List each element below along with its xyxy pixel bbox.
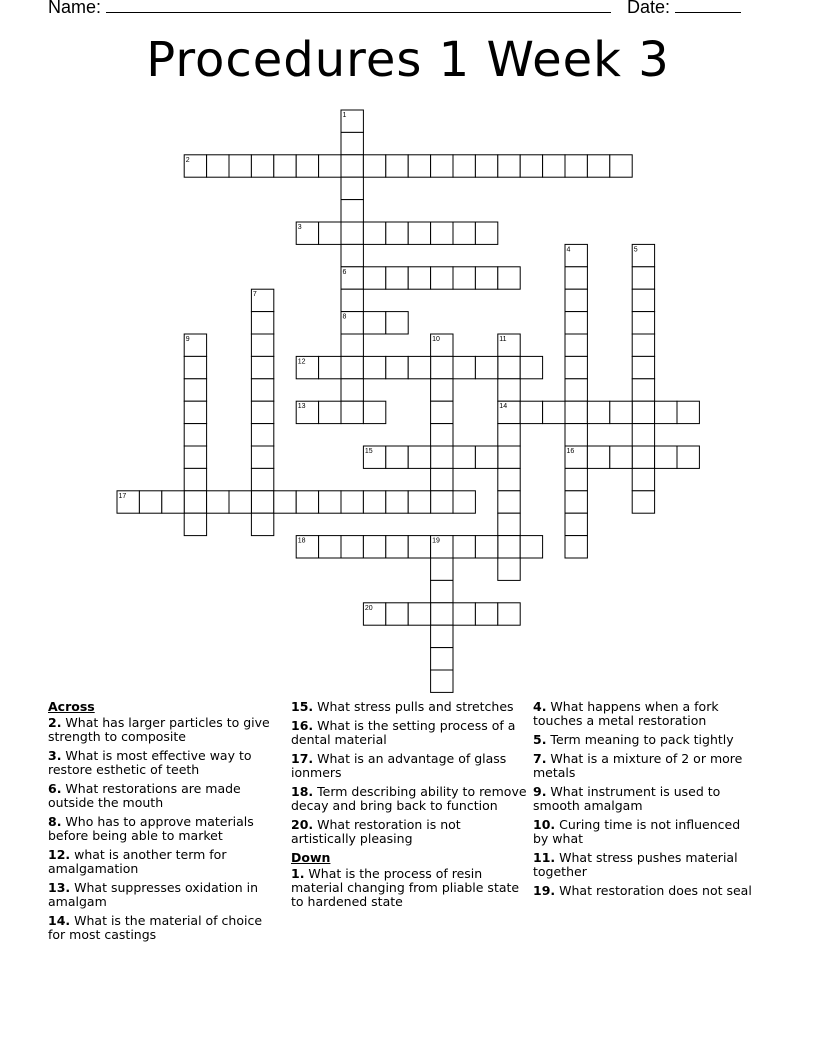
grid-cell[interactable] — [408, 446, 430, 468]
grid-cell[interactable] — [386, 222, 408, 244]
grid-cell[interactable] — [408, 536, 430, 558]
grid-cell[interactable] — [431, 155, 453, 177]
grid-cell[interactable] — [341, 155, 363, 177]
grid-cell[interactable] — [251, 334, 273, 356]
grid-cell[interactable] — [251, 424, 273, 446]
clue-9 — [533, 785, 758, 813]
grid-cell[interactable] — [184, 424, 206, 446]
clue-3 — [48, 749, 283, 777]
grid-cell[interactable] — [632, 424, 654, 446]
grid-cell[interactable] — [251, 401, 273, 423]
cell-number-16: 16 — [566, 448, 575, 455]
clue-number: 11. — [533, 850, 556, 865]
clue-number: 17. — [291, 751, 314, 766]
grid-cell[interactable] — [408, 155, 430, 177]
clues-column-1 — [48, 700, 283, 947]
clue-number: 3. — [48, 748, 62, 763]
grid-cell[interactable] — [587, 446, 609, 468]
down-clue-list — [291, 867, 527, 909]
grid-cell[interactable] — [677, 446, 699, 468]
grid-cell[interactable] — [431, 401, 453, 423]
clue-text: What is an advantage of glass ionmers — [291, 751, 507, 780]
grid-cell[interactable] — [274, 491, 296, 513]
grid-cell[interactable] — [319, 536, 341, 558]
grid-cell[interactable] — [565, 379, 587, 401]
grid-cell[interactable] — [453, 155, 475, 177]
clue-14 — [48, 914, 283, 942]
clue-number: 13. — [48, 880, 71, 895]
grid-cell[interactable] — [341, 379, 363, 401]
clue-number: 10. — [533, 817, 556, 832]
grid-cell[interactable] — [587, 155, 609, 177]
grid-cell[interactable] — [520, 401, 542, 423]
grid-cell[interactable] — [431, 424, 453, 446]
clue-number: 16. — [291, 718, 314, 733]
clue-number: 6. — [48, 781, 62, 796]
down-clue-list-continued — [533, 700, 758, 898]
clue-text: What is most effective way to restore esthetic of teeth — [48, 748, 252, 777]
grid-cell[interactable] — [386, 491, 408, 513]
grid-cell[interactable] — [565, 536, 587, 558]
grid-cell[interactable] — [453, 603, 475, 625]
clue-13 — [48, 881, 283, 909]
grid-cell[interactable] — [408, 267, 430, 289]
grid-cell[interactable] — [341, 244, 363, 266]
grid-cell[interactable] — [319, 222, 341, 244]
clue-number: 9. — [533, 784, 547, 799]
grid-cell[interactable] — [632, 468, 654, 490]
grid-cell[interactable] — [565, 401, 587, 423]
grid-cell[interactable] — [341, 356, 363, 378]
grid-cell[interactable] — [498, 536, 520, 558]
grid-cell[interactable] — [587, 401, 609, 423]
clue-text: What is the process of resin material changing from pliable state to hardened state — [291, 866, 520, 909]
grid-cell[interactable] — [251, 513, 273, 535]
grid-cell[interactable] — [475, 155, 497, 177]
clue-19 — [533, 884, 758, 898]
clue-number: 5. — [533, 732, 547, 747]
grid-cell[interactable] — [632, 267, 654, 289]
clue-4 — [533, 700, 758, 728]
clue-text: Who has to approve materials before being able to market — [48, 814, 254, 843]
grid-cell[interactable] — [431, 670, 453, 692]
grid-cell[interactable] — [632, 379, 654, 401]
grid-cell[interactable] — [274, 155, 296, 177]
grid-cell[interactable] — [520, 356, 542, 378]
grid-cell[interactable] — [408, 491, 430, 513]
grid-cell[interactable] — [632, 491, 654, 513]
cell-number-15: 15 — [364, 448, 373, 455]
clue-text: What happens when a fork touches a metal restoration — [533, 699, 719, 728]
grid-cell[interactable] — [341, 200, 363, 222]
grid-cell[interactable] — [184, 446, 206, 468]
grid-cell[interactable] — [498, 267, 520, 289]
cell-number-14: 14 — [499, 403, 508, 411]
grid-cell[interactable] — [162, 491, 184, 513]
grid-cell[interactable] — [184, 379, 206, 401]
cell-number-1: 1 — [342, 112, 347, 119]
cell-number-4: 4 — [566, 246, 571, 254]
cell-number-6: 6 — [342, 268, 347, 276]
grid-cell[interactable] — [363, 222, 385, 244]
grid-cell[interactable] — [632, 401, 654, 423]
clue-17 — [291, 752, 527, 780]
clue-text: What instrument is used to smooth amalgam — [533, 784, 721, 813]
grid-cell[interactable] — [453, 446, 475, 468]
grid-cell[interactable] — [408, 222, 430, 244]
clue-text: Term meaning to pack tightly — [546, 732, 734, 747]
grid-cell[interactable] — [655, 401, 677, 423]
clue-16 — [291, 719, 527, 747]
grid-cell[interactable] — [408, 603, 430, 625]
grid-cell[interactable] — [431, 267, 453, 289]
page-title: Procedures 1 Week 3 — [146, 32, 670, 88]
cell-number-13: 13 — [297, 403, 306, 411]
clue-number: 19. — [533, 883, 556, 898]
grid-cell[interactable] — [520, 536, 542, 558]
grid-cell[interactable] — [475, 267, 497, 289]
clue-number: 7. — [533, 751, 547, 766]
clue-number: 14. — [48, 913, 71, 928]
grid-cell[interactable] — [520, 155, 542, 177]
grid-cell[interactable] — [296, 491, 318, 513]
grid-cell[interactable] — [319, 401, 341, 423]
clue-text: What has larger particles to give strength to composite — [48, 715, 270, 744]
clue-1 — [291, 867, 527, 909]
grid-cell[interactable] — [498, 379, 520, 401]
cell-number-11: 11 — [499, 336, 507, 343]
grid-cell[interactable] — [677, 401, 699, 423]
clue-number: 12. — [48, 847, 71, 862]
grid-cell[interactable] — [431, 356, 453, 378]
grid-cell[interactable] — [475, 356, 497, 378]
clue-text: what is another term for amalgamation — [48, 847, 227, 876]
grid-cell[interactable] — [498, 491, 520, 513]
grid-cell[interactable] — [453, 356, 475, 378]
grid-cell[interactable] — [565, 312, 587, 334]
across-heading: Across — [48, 699, 95, 714]
cell-number-17: 17 — [118, 492, 127, 500]
clue-text: Curing time is not influenced by what — [533, 817, 741, 846]
grid-cell[interactable] — [341, 334, 363, 356]
grid-cell[interactable] — [431, 580, 453, 602]
clue-number: 20. — [291, 817, 314, 832]
grid-cell[interactable] — [184, 468, 206, 490]
cell-number-5: 5 — [633, 246, 638, 254]
clue-text: What stress pushes material together — [533, 850, 738, 879]
date-label: Date: — [627, 0, 671, 17]
cell-number-12: 12 — [297, 358, 306, 366]
grid-cell[interactable] — [498, 468, 520, 490]
grid-cell[interactable] — [565, 356, 587, 378]
grid-cell[interactable] — [341, 177, 363, 199]
grid-cell[interactable] — [453, 267, 475, 289]
clue-15 — [291, 700, 527, 714]
clue-8 — [48, 815, 283, 843]
grid-cell[interactable] — [610, 155, 632, 177]
cell-number-2: 2 — [185, 156, 190, 164]
grid-cell[interactable] — [341, 491, 363, 513]
grid-cell[interactable] — [251, 356, 273, 378]
down-heading: Down — [291, 850, 331, 865]
grid-cell[interactable] — [184, 401, 206, 423]
grid-cell[interactable] — [431, 603, 453, 625]
grid-cell[interactable] — [363, 267, 385, 289]
clue-text: What is the setting process of a dental material — [291, 718, 516, 747]
cell-number-9: 9 — [185, 336, 190, 343]
clue-number: 1. — [291, 866, 305, 881]
grid-cell[interactable] — [475, 446, 497, 468]
grid-cell[interactable] — [565, 267, 587, 289]
grid-cell[interactable] — [251, 155, 273, 177]
clue-10 — [533, 818, 758, 846]
grid-cell[interactable] — [565, 155, 587, 177]
grid-cell[interactable] — [475, 603, 497, 625]
clue-number: 2. — [48, 715, 62, 730]
grid-cell[interactable] — [341, 132, 363, 154]
name-label: Name: — [48, 0, 102, 17]
grid-cell[interactable] — [184, 513, 206, 535]
grid-cell[interactable] — [184, 356, 206, 378]
grid-cell[interactable] — [431, 558, 453, 580]
grid-cell[interactable] — [251, 468, 273, 490]
grid-cell[interactable] — [498, 558, 520, 580]
grid-cell[interactable] — [632, 289, 654, 311]
grid-cell[interactable] — [431, 379, 453, 401]
grid-cell[interactable] — [565, 468, 587, 490]
clue-number: 4. — [533, 699, 547, 714]
grid-cell[interactable] — [207, 155, 229, 177]
grid-cell[interactable] — [632, 446, 654, 468]
clue-7 — [533, 752, 758, 780]
clue-text: What suppresses oxidation in amalgam — [48, 880, 259, 909]
grid-cell[interactable] — [363, 536, 385, 558]
grid-cell[interactable] — [431, 491, 453, 513]
clue-text: What restoration does not seal — [555, 883, 752, 898]
grid-cell[interactable] — [610, 446, 632, 468]
grid-cell[interactable] — [296, 155, 318, 177]
grid-cell[interactable] — [341, 222, 363, 244]
cell-number-8: 8 — [342, 313, 347, 321]
grid-cell[interactable] — [475, 536, 497, 558]
grid-cell[interactable] — [498, 446, 520, 468]
grid-cell[interactable] — [386, 446, 408, 468]
grid-cell[interactable] — [431, 222, 453, 244]
cell-number-20: 20 — [364, 604, 373, 612]
grid-cell[interactable] — [386, 312, 408, 334]
grid-cell[interactable] — [229, 491, 251, 513]
clue-number: 18. — [291, 784, 314, 799]
grid-cell[interactable] — [319, 491, 341, 513]
grid-cell[interactable] — [543, 401, 565, 423]
clue-text: What restorations are made outside the mouth — [48, 781, 241, 810]
grid-cell[interactable] — [386, 356, 408, 378]
grid-cell[interactable] — [498, 155, 520, 177]
grid-cell[interactable] — [139, 491, 161, 513]
clue-6 — [48, 782, 283, 810]
grid-cell[interactable] — [565, 513, 587, 535]
grid-cell[interactable] — [632, 356, 654, 378]
clue-20 — [291, 818, 527, 846]
grid-cell[interactable] — [475, 222, 497, 244]
clues-column-3 — [533, 700, 758, 903]
grid-cell[interactable] — [363, 491, 385, 513]
grid-cell[interactable] — [632, 334, 654, 356]
clue-number: 15. — [291, 699, 314, 714]
clue-12 — [48, 848, 283, 876]
grid-cell[interactable] — [431, 625, 453, 647]
grid-cell[interactable] — [251, 379, 273, 401]
grid-cell[interactable] — [453, 222, 475, 244]
grid-cell[interactable] — [453, 491, 475, 513]
clue-text: What restoration is not artistically pleasing — [291, 817, 461, 846]
grid-cell[interactable] — [184, 491, 206, 513]
grid-cell[interactable] — [565, 289, 587, 311]
grid-cell[interactable] — [408, 356, 430, 378]
across-clue-list — [48, 716, 283, 942]
grid-cell[interactable] — [655, 446, 677, 468]
grid-cell[interactable] — [251, 446, 273, 468]
cell-number-18: 18 — [297, 537, 306, 545]
clue-18 — [291, 785, 527, 813]
grid-cell[interactable] — [565, 424, 587, 446]
grid-cell[interactable] — [431, 446, 453, 468]
grid-cell[interactable] — [229, 155, 251, 177]
cell-number-7: 7 — [252, 291, 257, 299]
clue-5 — [533, 733, 758, 747]
grid-cell[interactable] — [207, 491, 229, 513]
grid-cell[interactable] — [610, 401, 632, 423]
grid-cell[interactable] — [363, 356, 385, 378]
grid-cell[interactable] — [363, 401, 385, 423]
grid-cell[interactable] — [431, 648, 453, 670]
clue-text: Term describing ability to remove decay and bring back to function — [291, 784, 527, 813]
grid-cell[interactable] — [363, 312, 385, 334]
across-clue-list-continued — [291, 700, 527, 846]
grid-cell[interactable] — [319, 356, 341, 378]
grid-cell[interactable] — [565, 334, 587, 356]
clue-number: 8. — [48, 814, 62, 829]
grid-cell[interactable] — [319, 155, 341, 177]
clue-2 — [48, 716, 283, 744]
grid-cell[interactable] — [341, 536, 363, 558]
grid-cell[interactable] — [453, 536, 475, 558]
grid-cell[interactable] — [498, 513, 520, 535]
cell-number-3: 3 — [297, 224, 302, 231]
grid-cell[interactable] — [632, 312, 654, 334]
grid-cell[interactable] — [498, 424, 520, 446]
grid-cell[interactable] — [341, 289, 363, 311]
cell-number-19: 19 — [432, 537, 440, 545]
grid-cell[interactable] — [341, 401, 363, 423]
grid-cell[interactable] — [251, 312, 273, 334]
grid-cell[interactable] — [543, 155, 565, 177]
grid-cell[interactable] — [386, 267, 408, 289]
clue-text: What stress pulls and stretches — [313, 699, 514, 714]
grid-cell[interactable] — [251, 491, 273, 513]
grid-cell[interactable] — [565, 491, 587, 513]
grid-cell[interactable] — [498, 356, 520, 378]
clue-text: What is a mixture of 2 or more metals — [533, 751, 743, 780]
grid-cell[interactable] — [386, 536, 408, 558]
grid-cell[interactable] — [363, 155, 385, 177]
cell-number-10: 10 — [432, 336, 440, 343]
grid-cell[interactable] — [386, 155, 408, 177]
grid-cell[interactable] — [386, 603, 408, 625]
grid-cell[interactable] — [498, 603, 520, 625]
clues-column-2 — [291, 700, 527, 914]
clue-11 — [533, 851, 758, 879]
clue-text: What is the material of choice for most castings — [48, 913, 263, 942]
grid-cell[interactable] — [431, 468, 453, 490]
